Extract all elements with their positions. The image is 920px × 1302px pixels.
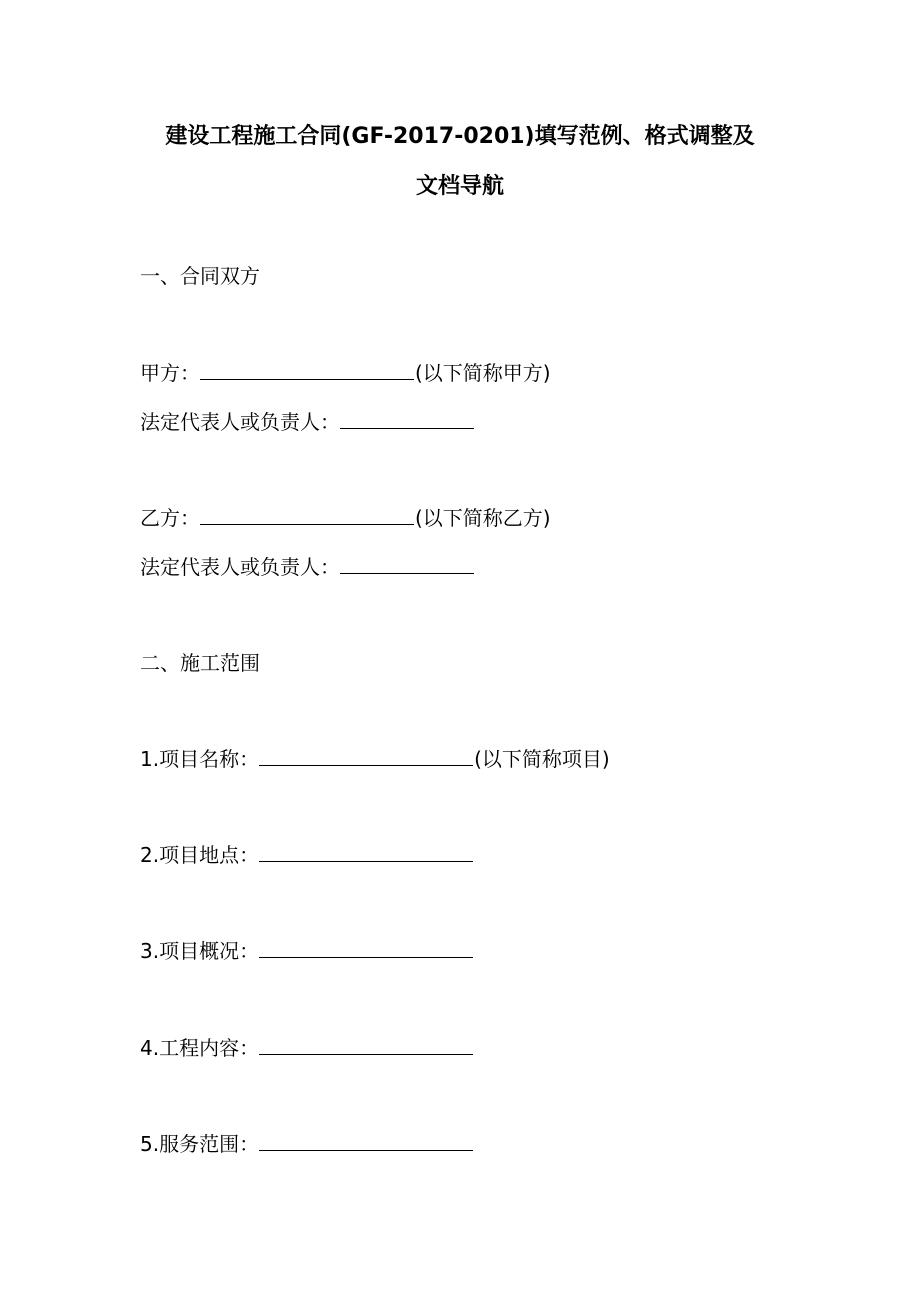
document-title-line2: 文档导航 bbox=[415, 174, 504, 199]
document-title-line1: 建设工程施工合同(GF-2017-0201)填写范例、格式调整及 bbox=[165, 124, 755, 149]
item1-blank[interactable] bbox=[259, 745, 473, 766]
party-a-suffix: (以下简称甲方) bbox=[415, 361, 551, 385]
item1-suffix: (以下简称项目) bbox=[474, 747, 610, 771]
item4-line bbox=[140, 1034, 474, 1062]
party-a-rep-label: 法定代表人或负责人： bbox=[140, 410, 340, 434]
party-b-suffix: (以下简称乙方) bbox=[415, 506, 551, 530]
party-b-line bbox=[140, 504, 551, 532]
party-b-rep-blank[interactable] bbox=[340, 553, 474, 574]
item4-label: 4.工程内容： bbox=[140, 1036, 260, 1060]
party-b-label: 乙方： bbox=[140, 506, 200, 530]
party-a-line bbox=[140, 359, 551, 387]
party-b-rep-line bbox=[140, 553, 475, 581]
party-b-rep-label: 法定代表人或负责人： bbox=[140, 555, 340, 579]
item5-label: 5.服务范围： bbox=[140, 1132, 260, 1156]
item2-line bbox=[140, 841, 474, 869]
item5-blank[interactable] bbox=[259, 1130, 473, 1151]
party-a-rep-line bbox=[140, 408, 475, 436]
item2-blank[interactable] bbox=[259, 841, 473, 862]
party-a-rep-blank[interactable] bbox=[340, 408, 474, 429]
section1-heading: 一、合同双方 bbox=[140, 264, 260, 288]
party-a-blank[interactable] bbox=[200, 359, 414, 380]
item3-blank[interactable] bbox=[259, 937, 473, 958]
section2-heading: 二、施工范围 bbox=[140, 651, 260, 675]
item3-line bbox=[140, 937, 474, 965]
party-b-blank[interactable] bbox=[200, 504, 414, 525]
item2-label: 2.项目地点： bbox=[140, 843, 260, 867]
item1-label: 1.项目名称： bbox=[140, 747, 260, 771]
item3-label: 3.项目概况： bbox=[140, 939, 260, 963]
item1-line bbox=[140, 745, 610, 773]
party-a-label: 甲方： bbox=[140, 361, 200, 385]
item5-line bbox=[140, 1130, 474, 1158]
item4-blank[interactable] bbox=[259, 1034, 473, 1055]
